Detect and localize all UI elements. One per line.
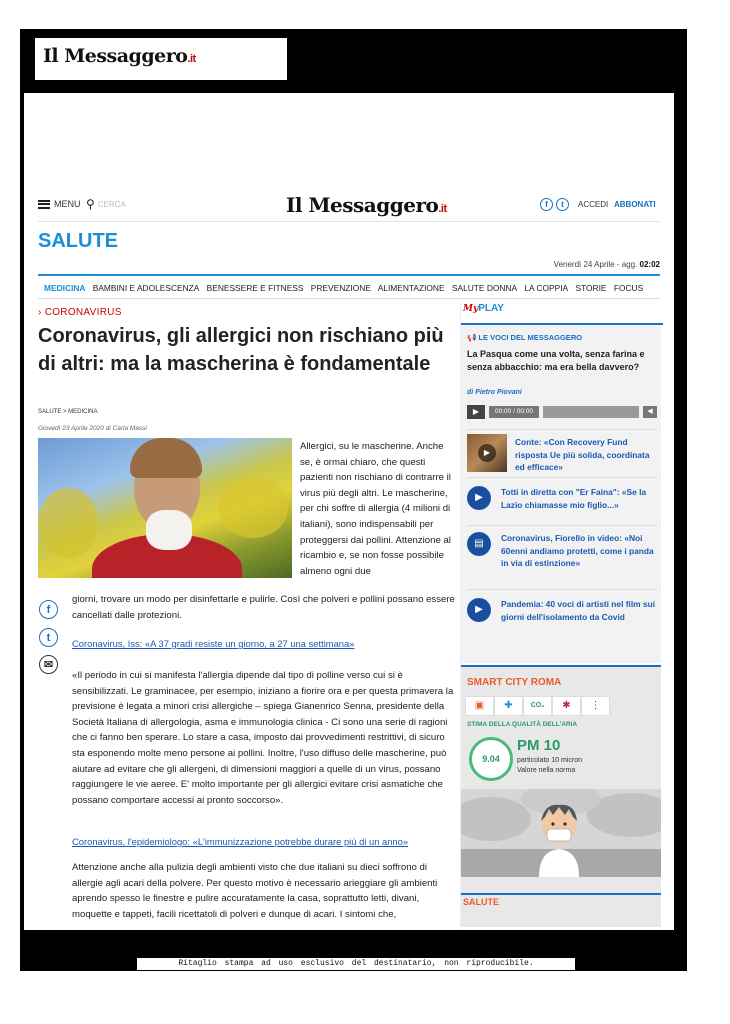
menu-label: MENU — [54, 199, 81, 209]
clipping-notice: Ritaglio stampa ad uso esclusivo del destinatario, non riproducibile. — [137, 958, 575, 970]
sidebar — [460, 303, 661, 930]
clipping-logo — [35, 38, 287, 80]
side-video-item[interactable] — [467, 525, 657, 586]
site-logo-suffix: .it — [438, 203, 447, 215]
pollen-icon[interactable]: ✱ — [552, 696, 581, 716]
face-mask-icon — [547, 829, 571, 841]
player-progress[interactable] — [543, 406, 639, 418]
subnav-item-alimentazione[interactable]: ALIMENTAZIONE — [377, 283, 445, 293]
myplay-header[interactable] — [461, 303, 663, 325]
search-box[interactable] — [86, 197, 126, 211]
voci-title[interactable]: La Pasqua come una volta, senza farina e senza abbacchio: ma era bella davvero? — [467, 349, 645, 372]
article-photo — [38, 438, 292, 578]
voci-box — [461, 325, 661, 663]
web-page — [24, 93, 674, 930]
subnav-item-focus[interactable]: FOCUS — [613, 283, 644, 293]
traffic-light-icon[interactable]: ⋮ — [581, 696, 610, 716]
pm-sub-2: Valore nella norma — [517, 767, 576, 774]
subnav-item-benessere[interactable]: BENESSERE E FITNESS — [206, 283, 304, 293]
side-item-title: Coronavirus, Fiorello in video: «Noi 60enni andiamo protetti, come i panda in via di estinzione» — [501, 533, 654, 568]
side-video-item[interactable] — [467, 477, 657, 522]
air-quality-gauge: 9.04 — [469, 737, 513, 781]
health-cross-icon[interactable]: ✚ — [494, 696, 523, 716]
mail-share-icon[interactable]: ✉ — [39, 655, 58, 674]
article-paragraph-1: Allergici, su le mascherine. Anche se, è ormai chiaro, che questi pazienti non rischiano di contrarre il virus più degli altri. Le mascherine, per chi soffre di allergia (4 milioni di italiani), sono indispensabili per proteggersi dai pollini. Attenzione al ricambio e, se non fosse possibile almeno ogni due — [300, 441, 451, 577]
play-icon: ▶ — [467, 598, 491, 622]
hamburger-icon — [38, 200, 50, 209]
menu-button[interactable] — [38, 199, 81, 209]
play-icon: ▶ — [467, 486, 491, 510]
search-placeholder: CERCA — [97, 199, 126, 209]
subnav-item-coppia[interactable]: LA COPPIA — [524, 283, 569, 293]
document-icon: ▤ — [467, 532, 491, 556]
side-video-item[interactable] — [467, 429, 657, 476]
smart-city-box — [461, 665, 661, 927]
sub-navigation — [44, 283, 648, 293]
person-eye — [551, 822, 554, 825]
article-paragraph-4: Attenzione anche alla pulizia degli ambienti visto che due italiani su dieci soffrono di allergie agli acari della polvere. Per questo motivo è necessario arieggiare gli ambienti aprendo spesso le finestre e pulire accuratamente la casa, soprattutto letti, divani, moquette e tappeti, facili ricettatoli di polveri e dunque di acari. I sintomi che, — [72, 862, 438, 920]
logo-text: Il Messaggero — [43, 45, 188, 67]
subnav-item-salute-donna[interactable]: SALUTE DONNA — [451, 283, 518, 293]
photo-flowers — [218, 478, 288, 538]
subnav-item-storie[interactable]: STORIE — [575, 283, 607, 293]
divider — [38, 221, 660, 222]
photo-flowers — [38, 488, 98, 558]
smart-city-icons — [465, 696, 610, 716]
voci-author: di Pietro Piovani — [467, 389, 522, 396]
twitter-share-icon[interactable]: t — [39, 628, 58, 647]
divider — [38, 298, 660, 299]
air-quality-label: STIMA DELLA QUALITÀ DELL'ARIA — [467, 721, 578, 728]
voci-header — [467, 333, 582, 342]
megaphone-icon: 📢 — [467, 333, 479, 342]
co2-icon[interactable]: CO₂ — [523, 696, 552, 716]
date-time: 02:02 — [639, 260, 660, 269]
myplay-label: PLAY — [478, 303, 504, 314]
player-time: 00:00 / 00:00 — [489, 406, 539, 418]
login-link[interactable]: ACCEDI — [578, 200, 609, 209]
volume-icon[interactable]: ◀ — [643, 406, 657, 418]
pm-title: PM 10 — [517, 737, 561, 754]
bus-icon[interactable]: ▣ — [465, 696, 494, 716]
side-video-item[interactable] — [467, 589, 657, 640]
facebook-icon[interactable]: f — [540, 198, 553, 211]
related-link-2[interactable]: Coronavirus, l'epidemiologo: «L'immunizzazione potrebbe durare più di un anno» — [72, 836, 409, 847]
side-item-title: Pandemia: 40 voci di artisti nel film sui giorni dell'isolamento da Covid — [501, 599, 656, 622]
city-illustration — [461, 789, 661, 877]
twitter-icon[interactable]: t — [556, 198, 569, 211]
social-links — [540, 198, 569, 211]
subscribe-link[interactable]: ABBONATI — [614, 200, 656, 209]
article-paragraph-2: giorni, trovare un modo per disinfettarle e pulirle. Così che polveri e pollini possano essere cancellati dalle protezioni. — [72, 594, 455, 621]
article-headline: Coronavirus, gli allergici non rischiano più di altri: ma la mascherina è fondamentale — [38, 325, 444, 375]
subnav-item-prevenzione[interactable]: PREVENZIONE — [310, 283, 371, 293]
play-icon: ▶ — [478, 444, 496, 462]
breadcrumb[interactable]: SALUTE > MEDICINA — [38, 409, 98, 415]
related-link-1[interactable]: Coronavirus, Iss: «A 37 gradi resiste un giorno, a 27 una settimana» — [72, 638, 355, 649]
update-date — [554, 260, 660, 269]
play-icon[interactable]: ▶ — [467, 405, 485, 419]
search-icon: ⚲ — [86, 197, 95, 211]
facebook-share-icon[interactable]: f — [39, 600, 58, 619]
section-rule — [38, 274, 660, 276]
photo-hair — [130, 438, 202, 478]
top-navigation — [24, 193, 674, 217]
salute-widget-title[interactable]: SALUTE — [463, 897, 499, 907]
article-kicker[interactable]: › CORONAVIRUS — [38, 307, 122, 318]
audio-player — [467, 405, 657, 419]
myplay-my: My — [463, 304, 479, 314]
section-title[interactable]: SALUTE — [38, 230, 118, 252]
person-eye — [563, 822, 566, 825]
pm-sub-1: particolato 10 micron — [517, 757, 582, 764]
byline: Giovedì 23 Aprile 2020 di Carla Massi — [38, 425, 147, 432]
side-item-title: Totti in diretta con "Er Faina": «Se la Lazio chiamasse mio figlio...» — [501, 487, 647, 510]
side-item-title: Conte: «Con Recovery Fund risposta Ue più solida, coordinata ed efficace» — [515, 437, 650, 472]
smart-city-title[interactable]: SMART CITY ROMA — [467, 677, 562, 688]
subnav-item-bambini[interactable]: BAMBINI E ADOLESCENZA — [92, 283, 200, 293]
date-label: Venerdì 24 Aprile - agg. — [553, 260, 638, 269]
video-thumbnail — [467, 434, 507, 472]
subnav-item-medicina[interactable]: MEDICINA — [44, 283, 86, 293]
salute-rule — [461, 893, 661, 895]
article-paragraph-3: «Il periodo in cui si manifesta l'allergia dipende dal tipo di polline verso cui si è sensibilizzati. Le graminacee, per esempio, iniziano a fiorire ora e per questa primavera la previsione è legata a minori crisi allergiche – spiega Gianenrico Senna, presidente della Società Italiana di allergologia, asma e immunologia clinica - Ci sono una serie di ragioni che ci fanno ben sperare. Lo stare a casa, imposto dai provvedimenti restrittivi, di sicuro sta esponendo molte meno persone ai pollini. Inoltre, l'uso diffuso delle mascherine, può aiutare ad evitare che gli allergeni, di dimensioni maggiori a quelle di un virus, possano raggiungere le vie aeree. E' molto importante per gli allergici evitare crisi asmatiche che possano comportare accessi ai pronto soccorso». — [72, 670, 454, 806]
site-logo-text: Il Messaggero — [286, 193, 439, 217]
voci-header-label: LE VOCI DEL MESSAGGERO — [478, 333, 583, 342]
site-logo[interactable] — [286, 193, 447, 217]
pm-description — [517, 756, 582, 776]
photo-tissue — [146, 510, 192, 550]
logo-suffix: .it — [187, 53, 196, 65]
